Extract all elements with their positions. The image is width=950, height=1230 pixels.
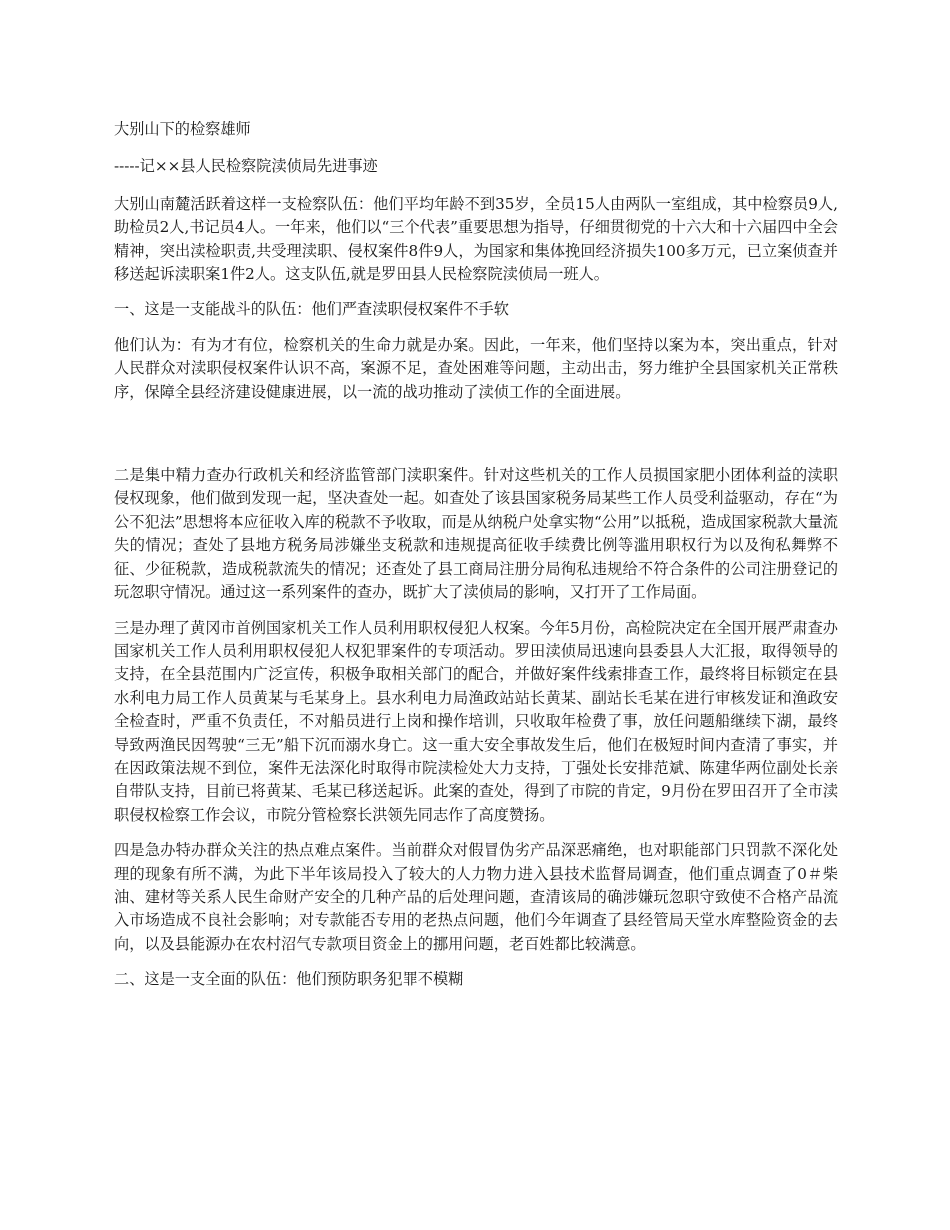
paragraph-philosophy: 他们认为：有为才有位，检察机关的生命力就是办案。因此，一年来，他们坚持以案为本，突出重点，针对人民群众对渎职侵权案件认识不高，案源不足，查处困难等问题，主动出击，努力维护全县国家机关正常秩序，保障全县经济建设健康进展，以一流的战功推动了渎侦工作的全面进展。 bbox=[114, 335, 838, 401]
paragraph-intro: 大别山南麓活跃着这样一支检察队伍：他们平均年龄不到35岁，全员15人由两队一室组成，其中检察员9人,助检员2人,书记员4人。一年来，他们以“三个代表”重要思想为指导，仔细贯彻党的十六大和十六届四中全会精神，突出渎检职责,共受理渎职、侵权案件8件9人，为国家和集体挽回经济损失100多万元，已立案侦查并移送起诉渎职案1件2人。这支队伍,就是罗田县人民检察院渎侦局一班人。 bbox=[114, 194, 838, 284]
document-subtitle: -----记××县人民检察院渎侦局先进事迹 bbox=[114, 157, 378, 176]
section-heading-2: 二、这是一支全面的队伍：他们预防职务犯罪不模糊 bbox=[114, 970, 464, 989]
paragraph-point-4: 四是急办特办群众关注的热点难点案件。当前群众对假冒伪劣产品深恶痛绝，也对职能部门只罚款不深化处理的现象有所不满，为此下半年该局投入了较大的人力物力进入县技术监督局调查，他们重点调查了0＃柴油、建材等关系人民生命财产安全的几种产品的后处理问题，查清该局的确涉嫌玩忽职守致使不合格产品流入市场造成不良社会影响；对专款能否专用的老热点问题，他们今年调查了县经管局天堂水库整险资金的去向，以及县能源办在农村沼气专款项目资金上的挪用问题，老百姓都比较满意。 bbox=[114, 841, 838, 953]
paragraph-point-2: 二是集中精力查办行政机关和经济监管部门渎职案件。针对这些机关的工作人员损国家肥小团体利益的渎职侵权现象，他们做到发现一起，坚决查处一起。如查处了该县国家税务局某些工作人员受利益驱动，存在“为公不犯法”思想将本应征收入库的税款不予收取，而是从纳税户处拿实物“公用”以抵税，造成国家税款大量流失的情况；查处了县地方税务局涉嫌坐支税款和违规提高征收手续费比例等滥用职权行为以及徇私舞弊不征、少征税款，造成税款流失的情况；还查处了县工商局注册分局徇私违规给不符合条件的公司注册登记的玩忽职守情况。通过这一系列案件的查办，既扩大了渎侦局的影响，又打开了工作局面。 bbox=[114, 466, 838, 602]
paragraph-point-3: 三是办理了黄冈市首例国家机关工作人员利用职权侵犯人权案。今年5月份，高检院决定在全国开展严肃查办国家机关工作人员利用职权侵犯人权犯罪案件的专项活动。罗田渎侦局迅速向县委县人大汇报，取得领导的支持，在全县范围内广泛宣传，积极争取相关部门的配合，并做好案件线索排查工作，最终将目标锁定在县水利电力局工作人员黄某与毛某身上。县水利电力局渔政站站长黄某、副站长毛某在进行审核发证和渔政安全检查时，严重不负责任，不对船员进行上岗和操作培训，只收取年检费了事，放任问题船继续下湖，最终导致两渔民因驾驶“三无”船下沉而溺水身亡。这一重大安全事故发生后，他们在极短时间内查清了事实，并在因政策法规不到位，案件无法深化时取得市院渎检处大力支持，丁强处长安排范斌、陈建华两位副处长亲自带队支持，目前已将黄某、毛某已移送起诉。此案的查处，得到了市院的肯定，9月份在罗田召开了全市渎职侵权检察工作会议，市院分管检察长洪领先同志作了高度赞扬。 bbox=[114, 618, 838, 824]
document-page bbox=[114, 118, 838, 992]
section-heading-1: 一、这是一支能战斗的队伍：他们严查渎职侵权案件不手软 bbox=[114, 300, 509, 319]
document-title: 大别山下的检察雄师 bbox=[114, 120, 251, 138]
